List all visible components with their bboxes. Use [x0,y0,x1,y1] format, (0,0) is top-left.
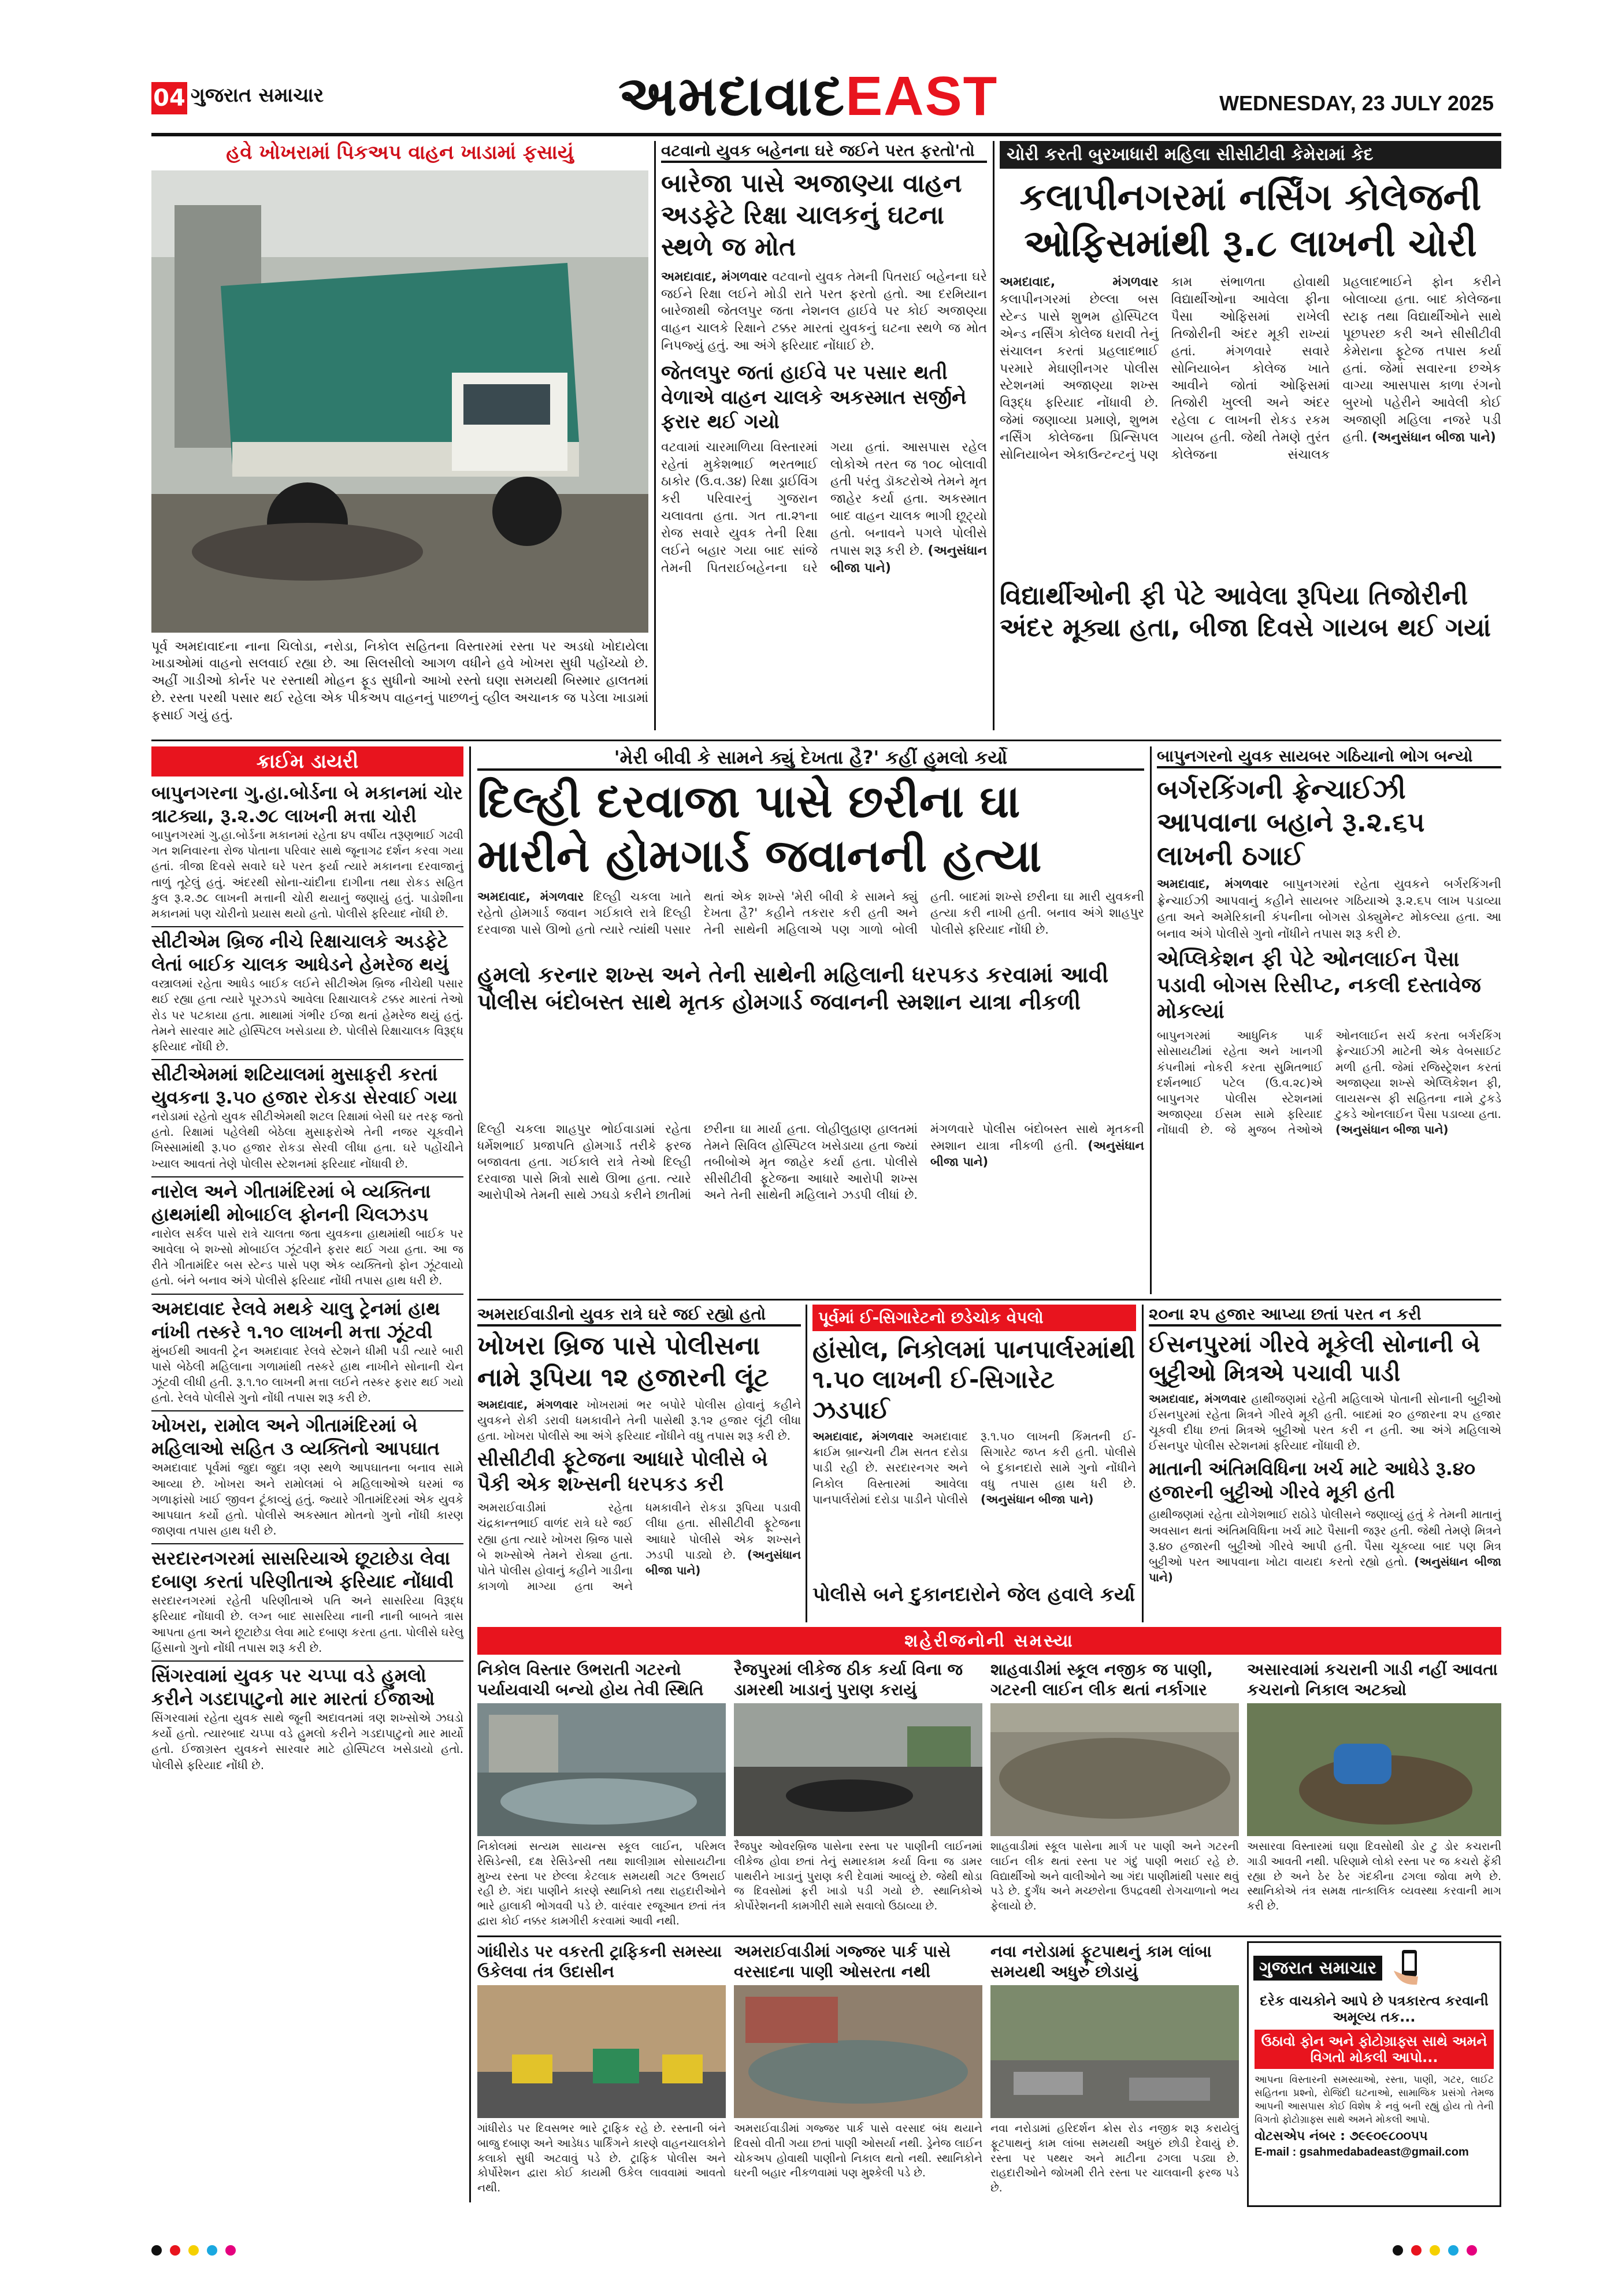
civic-item-body: નવા નરોડામાં હરિદર્શન ક્રોસ રોડ નજીક શરૂ કરાયેલું ફૂટપાથનું કામ લાંબા સમયથી અધુરું છોડી દેવાયું છે. રસ્તા પર પથ્થર અને માટીના ઢગલા પડ્યા છે. રાહદારીઓને જોખમી રીતે રસ્તા પર ચાલવાની ફરજ પડે છે. [990,2122,1239,2195]
column-rule [654,141,656,730]
story-burgerking [1157,746,1501,1294]
civic-item [990,1659,1239,1931]
civic-item-headline: નવા નરોડામાં ફૂટપાથનું કામ લાંબા સમયથી અધુરું છોડાયું [990,1942,1212,1981]
story-credit: (અનુસંધાન બીજા પાને) [1335,1123,1449,1137]
story-body: દિલ્હી ચકલા ખાતે રહેતો હોમગાર્ડ જવાન ગઈકાલે રાત્રે દિલ્હી દરવાજા પાસે ઊભો હતો ત્યારે ત્યાંથી પસાર થતાં એક શખ્સે 'મેરી બીવી કે સામને ક્યું દેખતા હૈ?' કહીને તકરાર કરી હતી અને તેની સાથેની મહિલાએ પણ ગાળો બોલી હતી. બાદમાં શખ્સે છરીના ઘા મારી યુવકની હત્યા કરી નાખી હતી. બનાવ અંગે શાહપુર પોલીસે ફરિયાદ નોંધી છે. [477,889,1144,937]
crime-item [151,1059,463,1172]
story-subhead: માતાની અંતિમવિધિના ખર્ચ માટે આધેડે રૂ.૪૦ હજારની બુટ્ટીઓ ગીરવે મૂકી હતી [1149,1458,1475,1503]
waterlogged-street-icon [734,1985,982,2118]
ad-cta: ઉઠાવો ફોન અને ફોટોગ્રાફ્સ સાથે અમને વિગતો મોકલી આપો... [1255,2030,1494,2069]
row-rule [477,1935,1501,1937]
story-credit: (અનુસંધાન બીજા પાને) [1149,1554,1501,1585]
story-headline: હવે ખોખરામાં પિકઅપ વાહન ખાડામાં ફસાયું [226,141,574,164]
pickup-photo [151,170,648,633]
registration-dot [188,2245,199,2256]
story-kicker: પૂર્વમાં ઈ-સિગારેટનો છડેચોક વેપલો [812,1305,1136,1331]
civic-item-headline: રૈજપુરમાં લીકેજ ઠીક કર્યા વિના જ ડામરથી ખાડાનું પુરાણ કરાયું [734,1660,963,1699]
civic-item [734,1941,982,2207]
registration-dot [1467,2245,1477,2256]
story-kicker: 'મેરી બીવી કે સામને ક્યું દેખતા હૈ?' કહીં હુમલો કર્યો [477,746,1144,771]
crime-item-headline: સીટીએમમાં શટિયાલમાં મુસાફરી કરતાં યુવકના રૂ.૫૦ હજાર રોકડા સેરવાઈ ગયા [151,1063,458,1109]
masthead-rule [151,133,1501,136]
story-headline: બર્ગરકિંગની ફ્રેન્ચાઈઝી આપવાના બહાને રૂ.૨.૬૫ લાખની ઠગાઈ [1157,773,1425,871]
footer-registration-dots-left [151,2242,236,2259]
story-pickup [151,141,648,735]
patched-road-leakage-icon [734,1703,982,1836]
crime-item-headline: નારોલ અને ગીતામંદિરમાં બે વ્યક્તિના હાથમાંથી મોબાઈલ ફોનની ચિલઝડપ [151,1180,431,1225]
civic-section-banner: શહેરીજનોની સમસ્યા [477,1627,1501,1655]
story-homeguard [477,746,1144,1116]
registration-dot [1448,2245,1459,2256]
edition-title [618,64,1034,133]
crime-item [151,781,463,922]
pickup-caption: પૂર્વ અમદાવાદના નાના ચિલોડા, નરોડા, નિકોલ સહિતના વિસ્તારમાં રસ્તા પર અડધો ખોદાયેલા ખાડાઓમાં વાહનો સલવાઈ રહ્યા છે. આ સિલસીલો આગળ વધીને હવે ખોખરા સુધી પહોંચ્યો છે. અહીં ગાડીઓ કોર્નર પર રસ્તાથી મોહન ફૂડ સુધીનો આખો રસ્તો ઘણા સમયથી બિસ્માર હાલતમાં છે. રસ્તા પરથી પસાર થઈ રહેલા એક પીકઅપ વાહનનું પાછળનું વ્હીલ અચાનક જ પડેલા ખાડામાં ફસાઈ ગયું હતું. [151,639,648,723]
crime-item-headline: ખોખરા, રામોલ અને ગીતામંદિરમાં બે મહિલાઓ સહિત ૩ વ્યક્તિનો આપઘાત [151,1414,440,1460]
column-rule [993,141,994,730]
story-headline: ઈસનપુરમાં ગીરવે મૂકેલી સોનાની બે બુટ્ટીઓ મિત્રએ પચાવી પાડી [1149,1331,1480,1387]
crime-item-body: સરદારનગરમાં રહેતી પરિણીતાએ પતિ અને સાસરિયા વિરૂદ્ધ ફરિયાદ નોંધાવી છે. લગ્ન બાદ સાસરિયા નાની નાની બાબતે ત્રાસ આપતા હતા અને છૂટાછેડા લેવા માટે દબાણ કરતા હતા. પોલીસે ઘરેલુ હિંસાનો ગુનો નોંધી તપાસ શરૂ કરી છે. [151,1593,463,1655]
issue-date: WEDNESDAY, 23 JULY 2025 [1219,91,1494,115]
story-headline: ખોખરા બ્રિજ પાસે પોલીસના નામે રૂપિયા ૧૨ હજારની લૂંટ [477,1331,769,1392]
ad-tagline: દરેક વાચકોને આપે છે પત્રકારત્વ કરવાની અમૂલ્ય તક... [1260,1993,1489,2025]
story-body-continued: બાપુનગરમાં આધુનિક પાર્ક સોસાયટીમાં રહેતા અને ખાનગી કંપનીમાં નોકરી કરતા સુમિતભાઈ દર્શનભાઈ પટેલ (ઉ.વ.૨૮)એ બાપુનગર પોલીસ સ્ટેશનમાં અજાણ્યા ઈસમ સામે ફરિયાદ નોંધાવી છે. જે મુજબ તેઓએ ઓનલાઈન સર્ચ કરતા બર્ગરકિંગ ફ્રેન્ચાઈઝી માટેની એક વેબસાઈટ મળી હતી. જેમાં રજિસ્ટ્રેશન કરતાં અજાણ્યા શખ્સે એપ્લિકેશન ફી, લાયસન્સ ફી સહિતના નામે ટુકડે ટુકડે ઓનલાઈન પૈસા પડાવ્યા હતા. [1157,1028,1501,1137]
story-dateline: અમદાવાદ, મંગળવાર [477,889,584,904]
paper-name: ગુજરાત સમાચાર [191,84,324,107]
story-body: વટવાનો યુવક તેમની પિતરાઈ બહેનના ઘરે જઈને રિક્ષા લઈને મોડી રાતે પરત ફરતો હતો. આ દરમિયાન બારેજાથી જેતલપુર જતા નેશનલ હાઈવે પર કોઈ અજાણ્યા વાહન ચાલકે રિક્ષાને ટક્કર મારતાં યુવકનું ઘટના સ્થળે જ મોત નિપજ્યું હતું. આ અંગે ફરિયાદ નોંધાઈ છે. [661,269,987,354]
story-robbery [477,1305,801,1622]
incomplete-footpath-icon [990,1985,1239,2118]
civic-item [990,1941,1239,2207]
crime-item [151,1294,463,1406]
story-subhead: સીસીટીવી ફૂટેજના આધારે પોલીસે બે પૈકી એક શખ્સની ધરપકડ કરી [477,1448,768,1496]
flooded-school-lane-icon [990,1703,1239,1836]
story-kicker: ૨૦ના ૨૫ હજાર આપ્યા છતાં પરત ન કરી [1149,1305,1501,1327]
hand-holding-phone-icon [1388,1948,1428,1988]
civic-item-photo [734,1985,982,2118]
registration-dot [1430,2245,1440,2256]
crime-item-body: બાપુનગરમાં ગુ.હા.બોર્ડના મકાનમાં રહેતા ૪૫ વર્ષીય તરૂણભાઈ ગઢવી ગત શનિવારના રોજ પોતાના પરિવાર સાથે જૂનાગઢ દર્શન કરવા ગયા હતાં. ત્રીજા દિવસે સવારે ઘરે પરત ફર્યા ત્યારે મકાનના દરવાજાનું તાળું તૂટેલું હતું. અંદરથી સોના-ચાંદીના દાગીના તથા રોકડ સહિત કુલ રૂ.૨.૭૮ લાખની મત્તાની ચોરી થયાનું જણાયું હતું. પાડોશીના મકાનમાં પણ ચોરીનો પ્રયાસ થયો હતો. પોલીસે ફરિયાદ નોંધી છે. [151,828,463,920]
registration-dot [1393,2245,1403,2256]
registration-dot [1411,2245,1422,2256]
column-rule [806,1305,807,1622]
story-ecig [812,1305,1136,1622]
story-credit: (અનુસંધાન બીજા પાને) [645,1547,801,1577]
crime-item [151,1660,463,1773]
civic-item-photo [990,1985,1239,2118]
edition-title-en: EAST [845,65,999,127]
story-subhead: જેતલપુર જતાં હાઈવે પર પસાર થતી વેળાએ વાહન ચાલકે અકસ્માત સર્જીને ફરાર થઈ ગયો [661,361,967,434]
story-dateline: અમદાવાદ, મંગળવાર [812,1429,914,1444]
registration-dot [225,2245,236,2256]
crime-item-body: વસ્ત્રાલમાં રહેતા આધેડ બાઈક લઈને સીટીએમ બ્રિજ નીચેથી પસાર થઈ રહ્યા હતા ત્યારે પૂરઝડપે આવેલા રિક્ષાચાલકે ટક્કર મારતાં તેઓ રોડ પર પટકાયા હતા. માથામાં ગંભીર ઈજા થતાં હેમરેજ થયું હતું. તેમને સારવાર માટે હોસ્પિટલ ખસેડાયા છે. પોલીસે રિક્ષાચાલક વિરૂદ્ધ ફરિયાદ નોંધી છે. [151,976,463,1053]
story-credit: (અનુસંધાન બીજા પાને) [830,544,987,575]
story-headline: દિલ્હી દરવાજા પાસે છરીના ઘા મારીને હોમગાર્ડ જવાનની હત્યા [477,776,1042,882]
civic-item-photo [477,1703,726,1836]
civic-item-headline: અમરાઈવાડીમાં ગજ્જર પાર્ક પાસે વરસાદના પાણી ઓસરતા નથી [734,1942,951,1981]
story-footer-headline: વિદ્યાર્થીઓની ફી પેટે આવેલા રૂપિયા તિજોરીની અંદર મૂક્યા હતા, બીજા દિવસે ગાયબ થઈ ગયાં [1000,581,1491,642]
story-subhead: હુમલો કરનાર શખ્સ અને તેની સાથેની મહિલાની ધરપકડ કરવામાં આવી પોલીસ બંદોબસ્ત સાથે મૃતક હોમગાર્ડ જવાનની સ્મશાન યાત્રા નીકળી [477,961,1109,1015]
civic-item [477,1659,726,1931]
row-rule [477,1299,1501,1301]
civic-item-photo [734,1703,982,1836]
story-kicker: ચોરી કરતી બુરખાધારી મહિલા સીસીટીવી કેમેરામાં કેદ [1000,141,1501,169]
story-body-continued: હાથીજણમાં રહેતા યોગેશભાઈ રાઠોડે પોલીસને જણાવ્યું હતું કે તેમની માતાનું અવસાન થતાં અંતિમવિધિના ખર્ચ માટે પૈસાની જરૂર હતી. જેથી તેમણે મિત્રને રૂ.૪૦ હજારની બુટ્ટીઓ ગીરવે આપી હતી. પૈસા ચૂકવ્યા બાદ પણ મિત્ર બુટ્ટીઓ પરત આપવાના ખોટા વાયદા કરતો રહ્યો હતો. [1149,1507,1501,1569]
footer-registration-dots-right [1393,2242,1477,2259]
pickup-truck-in-pothole-icon [151,170,648,633]
civic-item-body: અસારવા વિસ્તારમાં ઘણા દિવસોથી ડોર ટુ ડોર કચરાની ગાડી આવતી નથી. પરિણામે લોકો રસ્તા પર જ કચરો ફેંકી રહ્યા છે અને ઠેર ઠેર ગંદકીના ઢગલા જોવા મળે છે. સ્થાનિકોએ તંત્ર સમક્ષ તાત્કાલિક વ્યવસ્થા કરવાની માગ કરી છે. [1247,1840,1501,1913]
column-rule [1142,1305,1144,1622]
ad-header [1249,1943,1500,1993]
story-credit: (અનુસંધાન બીજા પાને) [1371,430,1496,445]
story-body-continued: દિલ્હી ચકલા શાહપુર ભોઈવાડામાં રહેતા ધર્મેશભાઈ પ્રજાપતિ હોમગાર્ડ તરીકે ફરજ બજાવતા હતા. ગઈકાલે રાત્રે તેઓ દિલ્હી દરવાજા પાસે મિત્રો સાથે ઊભા હતા. ત્યારે આરોપીએ તેમની સાથે ઝઘડો કરીને છાતીમાં છરીના ઘા માર્યા હતા. લોહીલુહાણ હાલતમાં તેમને સિવિલ હોસ્પિટલ ખસેડાયા હતા જ્યાં તબીબોએ મૃત જાહેર કર્યા હતા. પોલીસે સીસીટીવી ફૂટેજના આધારે આરોપી શખ્સ અને તેની સાથેની મહિલાને ઝડપી લીધાં છે. મંગળવારે પોલીસ બંદોબસ્ત સાથે મૃતકની સ્મશાન યાત્રા નીકળી હતી. [477,1122,1144,1202]
crime-diary-list [151,781,463,1773]
crime-diary [151,746,463,2202]
ad-email: E-mail : gsahmedabadeast@gmail.com [1255,2146,1469,2159]
crime-item-headline: સરદારનગરમાં સાસરિયાએ છૂટાછેડા લેવા દબાણ કરતાં પરિણીતાએ ફરિયાદ નોંધાવી [151,1547,454,1593]
crime-item-headline: અમદાવાદ રેલવે મથકે ચાલુ ટ્રેનમાં હાથ નાંખી તસ્કરે ૧.૧૦ લાખની મત્તા ઝૂંટવી [151,1297,440,1343]
story-body-continued: વટવામાં ચારમાળિયા વિસ્તારમાં રહેતાં મુકેશભાઈ ભરતભાઈ ઠાકોર (ઉ.વ.૩૪) રિક્ષા ડ્રાઈવિંગ કરી પરિવારનું ગુજરાન ચલાવતા હતા. ગત તા.૨૧ના રોજ સવારે યુવક તેની રિક્ષા લઈને બહાર ગયા બાદ સાંજે તેમની પિતરાઈબહેનના ઘરે ગયા હતાં. આસપાસ રહેલ લોકોએ તરત જ ૧૦૮ બોલાવી હતી પરંતુ ડૉક્ટરોએ તેમને મૃત જાહેર કર્યા હતા. અકસ્માત બાદ વાહન ચાલક ભાગી છૂટ્યો હતો. બનાવને પગલે પોલીસે તપાસ શરૂ કરી છે. [661,440,987,575]
story-kicker: વટવાનો યુવક બહેનના ઘરે જઈને પરત ફરતો'તો [661,141,987,163]
story-dateline: અમદાવાદ, મંગળવાર [1149,1391,1246,1406]
registration-dot [170,2245,180,2256]
crime-item [151,926,463,1054]
civic-item-body: અમરાઈવાડીમાં ગજ્જર પાર્ક પાસે વરસાદ બંધ થયાને દિવસો વીતી ગયા છતાં પાણી ઓસર્યા નથી. ડ્રેનેજ લાઈન ચોકઅપ હોવાથી પાણીનો નિકાલ થતો નથી. સ્થાનિકોને ઘરની બહાર નીકળવામાં પણ મુશ્કેલી પડે છે. [734,2122,982,2180]
story-body: હાથીજણમાં રહેતી મહિલાએ પોતાની સોનાની બુટ્ટીઓ ઈસનપુરમાં રહેતા મિત્રને ગીરવે મૂકી હતી. બાદમાં ૨૦ હજારના ૨૫ હજાર ચૂકવી દીધા છતાં મિત્રએ બુટ્ટીઓ પરત કરી ન હતી. આ અંગે મહિલાએ ઈસનપુર પોલીસ સ્ટેશનમાં ફરિયાદ નોંધાવી છે. [1149,1391,1501,1453]
reader-reporter-ad [1247,1941,1501,2207]
story-footer-headline: પોલીસે બને દુકાનદારોને જેલ હવાલે કર્યા [812,1583,1135,1607]
story-dateline: અમદાવાદ, મંગળવાર [477,1397,578,1411]
crime-item-body: નારોલ સર્કલ પાસે રાત્રે ચાલતા જતા યુવકના હાથમાંથી બાઈક પર આવેલા બે શખ્સો મોબાઈલ ઝૂંટવીને ફરાર થઈ ગયા હતા. આ જ રીતે ગીતામંદિર બસ સ્ટેન્ડ પાસે પણ એક વ્યક્તિનો ફોન ઝૂંટવાયો હતો. બંને બનાવ અંગે પોલીસે ફરિયાદ નોંધી તપાસ હાથ ધરી છે. [151,1226,463,1288]
ad-body: આપના વિસ્તારની સમસ્યાઓ, રસ્તા, પાણી, ગટર, લાઈટ સહિતના પ્રશ્નો, રોજિંદી ઘટનાઓ, સામાજિક પ્રસંગો તેમજ આપની આસપાસ કોઈ વિશેષ કે નવું બની રહ્યું હોય તો તેની વિગતો ફોટોગ્રાફ્સ સાથે અમને મોકલી આપો. [1255,2074,1494,2126]
registration-dot [207,2245,217,2256]
civic-item-headline: શાહવાડીમાં સ્કૂલ નજીક જ પાણી, ગટરની લાઈન લીક થતાં નર્કાગાર [990,1660,1213,1699]
ad-paper-name: ગુજરાત સમાચાર [1253,1956,1382,1981]
civic-item [1247,1659,1501,1931]
crime-item-headline: સિંગરવામાં યુવક પર ચપ્પા વડે હુમલો કરીને ગડદાપાટુનો માર મારતાં ઈજાઓ [151,1665,435,1710]
story-credit: (અનુસંધાન બીજા પાને) [930,1138,1144,1169]
story-rickshaw [661,141,987,735]
civic-item-headline: ગાંધીરોડ પર વકરતી ટ્રાફિકની સમસ્યા ઉકેલવા તંત્ર ઉદાસીન [477,1942,722,1981]
civic-item-photo [477,1985,726,2118]
civic-item-headline: અસારવામાં કચરાની ગાડી નહીં આવતા કચરાનો નિકાલ અટક્યો [1247,1660,1498,1699]
crime-diary-banner: ક્રાઈમ ડાયરી [151,746,463,777]
page-number: 04 [151,82,187,114]
crime-item [151,1176,463,1289]
crime-item-body: અમદાવાદ પૂર્વમાં જુદા જુદા ત્રણ સ્થળે આપઘાતના બનાવ સામે આવ્યા છે. ખોખરા અને રામોલમાં બે મહિલાઓએ ઘરમાં જ ગળાફાંસો ખાઈ જીવન ટૂંકાવ્યું હતું. જ્યારે ગીતામંદિરમાં એક યુવકે આપઘાત કર્યો હતો. પોલીસે અકસ્માત મોતનો ગુનો નોંધી કારણ જાણવા તપાસ હાથ ધરી છે. [151,1461,463,1538]
story-dateline: અમદાવાદ, મંગળવાર [1000,275,1159,289]
ad-whatsapp: વોટસએપ નંબર : ૭૯૯૦૯૮૦૦૫૫ [1255,2129,1428,2144]
crime-item-headline: બાપુનગરના ગુ.હા.બોર્ડના બે મકાનમાં ચોર ત્રાટક્યા, રૂ.૨.૭૮ લાખની મત્તા ચોરી [151,782,463,827]
story-body: કલાપીનગરમાં છેલ્લા બસ સ્ટેન્ડ પાસે શુભમ હોસ્પિટલ એન્ડ નર્સિંગ કોલેજ ધરાવી તેનું સંચાલન કરતાં પ્રહલાદભાઈ પરમારે મેઘાણીનગર પોલીસ સ્ટેશનમાં અજાણ્યા શખ્સ વિરૂદ્ધ ફરિયાદ નોંધાવી છે. જેમાં જણાવ્યા પ્રમાણે, શુભમ નર્સિંગ કોલેજના પ્રિન્સિપલ સોનિયાબેન એકાઉન્ટન્ટનું પણ કામ સંભાળતા હોવાથી વિદ્યાર્થીઓના આવેલા ફીના પૈસા ઓફિસમાં રાખેલી તિજોરીની અંદર મૂકી રાખ્યાં હતાં. મંગળવારે સવારે સોનિયાબેન કોલેજ ખાતે આવીને જોતાં ઓફિસમાં તિજોરી ખુલ્લી અને અંદર રહેલા ૮ લાખની રોકડ રકમ ગાયબ હતી. જેથી તેમણે તુરંત કોલેજના સંચાલક પ્રહલાદભાઈને ફોન કરીને બોલાવ્યા હતા. બાદ કોલેજના સ્ટાફ તથા વિદ્યાર્થીઓને સાથે પૂછપરછ કરી અને સીસીટીવી કેમેરાના ફૂટેજ તપાસ કર્યા હતાં. જેમાં સવારના છએક વાગ્યા આસપાસ કાળા રંગનો બુરખો પહેરીને આવેલી કોઈ અજાણી મહિલા નજરે પડી હતી. [1000,275,1501,463]
civic-item-body: શાહવાડીમાં સ્કૂલ પાસેના માર્ગ પર પાણી અને ગટરની લાઈન લીક થતાં રસ્તા પર ગંદું પાણી ભરાઈ રહે છે. વિદ્યાર્થીઓ અને વાલીઓને આ ગંદા પાણીમાંથી પસાર થવું પડે છે. દુર્ગંધ અને મચ્છરોના ઉપદ્રવથી રોગચાળાનો ભય ફેલાયો છે. [990,1840,1239,1913]
story-subhead: એપ્લિકેશન ફી પેટે ઓનલાઈન પૈસા પડાવી બોગસ રિસીપ્ટ, નકલી દસ્તાવેજ મોકલ્યાં [1157,948,1481,1024]
edition-title-gu: અમદાવાદ [618,64,846,128]
story-headline: હાંસોલ, નિકોલમાં પાનપાર્લરમાંથી ૧.૫૦ લાખની ઈ-સિગારેટ ઝડપાઈ [812,1335,1135,1424]
story-kicker: અમરાઈવાડીનો યુવક રાત્રે ઘરે જઈ રહ્યો હતો [477,1305,801,1327]
story-body: અમદાવાદ ક્રાઈમ બ્રાન્ચની ટીમ સતત દરોડા પાડી રહી છે. સરદારનગર અને નિકોલ વિસ્તારમાં આવેલા પાનપાર્લરોમાં દરોડા પાડીને પોલીસે રૂ.૧.૫૦ લાખની કિંમતની ઈ-સિગારેટ જપ્ત કરી હતી. પોલીસે બે દુકાનદારો સામે ગુનો નોંધીને વધુ તપાસ હાથ ધરી છે. [812,1429,1136,1506]
story-dateline: અમદાવાદ, મંગળવાર [661,269,768,284]
civic-item-photo [1247,1703,1501,1836]
story-body: બાપુનગરમાં રહેતા યુવકને બર્ગરકિંગની ફ્રેન્ચાઈઝી આપવાનું કહીને સાયબર ગઠિયાએ રૂ.૨.૬૫ લાખ પડાવ્યા હતા અને અમેરિકાની કંપનીના બોગસ ડોક્યુમેન્ટ મોકલ્યા હતા. આ બનાવ અંગે પોલીસે ગુનો નોંધીને તપાસ શરૂ કરી છે. [1157,877,1501,941]
traffic-jam-gandhi-road-icon [477,1985,726,2118]
civic-item [734,1659,982,1931]
story-gold [1149,1305,1501,1622]
story-homeguard-continued [477,1121,1144,1294]
civic-item-body: રૈજપુર ઓવરબ્રિજ પાસેના રસ્તા પર પાણીની લાઈનમાં લીકેજ હોવા છતાં તેનું સમારકામ કર્યા વિના જ ડામર પાથરીને ખાડાનું પુરાણ કરી દેવામાં આવ્યું છે. જેથી થોડા જ દિવસોમાં ફરી ખાડો પડી ગયો છે. સ્થાનિકોએ કોર્પોરેશનની કામગીરી સામે સવાલો ઉઠાવ્યા છે. [734,1840,982,1913]
civic-item-headline: નિકોલ વિસ્તાર ઉભરાતી ગટરનો પર્યાયવાચી બન્યો હોય તેવી સ્થિતિ [477,1660,704,1699]
registration-dot [151,2245,162,2256]
civic-item-body: ગાંધીરોડ પર દિવસભર ભારે ટ્રાફિક રહે છે. રસ્તાની બંને બાજુ દબાણ અને આડેધડ પાર્કિંગને કારણે વાહનચાલકોને કલાકો સુધી અટવાવું પડે છે. ટ્રાફિક પોલીસ અને કોર્પોરેશન દ્વારા કોઈ કાયમી ઉકેલ લાવવામાં આવતો નથી. [477,2122,726,2195]
crime-item-headline: સીટીએમ બ્રિજ નીચે રિક્ષાચાલકે અડફેટે લેતાં બાઈક ચાલક આધેડને હેમરેજ થયું [151,930,449,976]
crime-item-body: સિંગરવામાં રહેતા યુવક સાથે જૂની અદાવતમાં ત્રણ શખ્સોએ ઝઘડો કર્યો હતો. ત્યારબાદ ચપ્પા વડે હુમલો કરીને ગડદાપાટુનો માર માર્યો હતો. ઈજાગ્રસ્ત યુવકને સારવાર માટે હોસ્પિટલ ખસેડાયો હતો. પોલીસે ફરિયાદ નોંધી છે. [151,1711,463,1772]
story-theft [1000,141,1501,735]
story-headline: કલાપીનગરમાં નર્સિંગ કોલેજની ઓફિસમાંથી રૂ.૮ લાખની ચોરી [1019,176,1482,265]
crime-item-body: મુંબઈથી આવતી ટ્રેન અમદાવાદ રેલવે સ્ટેશને ધીમી પડી ત્યારે બારી પાસે બેઠેલી મહિલાના ગળામાંથી તસ્કરે હાથ નાખીને સોનાની ચેન ઝૂંટવી લીધી હતી. રૂ.૧.૧૦ લાખની મત્તા લઈને તસ્કર ફરાર થઈ ગયો હતો. રેલવે પોલીસે ગુનો નોંધી તપાસ શરૂ કરી છે. [151,1343,463,1405]
story-dateline: અમદાવાદ, મંગળવાર [1157,877,1269,891]
crime-item-body: નરોડામાં રહેતો યુવક સીટીએમથી શટલ રિક્ષામાં બેસી ઘર તરફ જતો હતો. રિક્ષામાં પહેલેથી બેઠેલા મુસાફરોએ તેની નજર ચૂકવીને ખિસ્સામાંથી રૂ.૫૦ હજાર રોકડા સેરવી લીધા હતા. ઘરે પહોંચીને ખ્યાલ આવતાં તેણે પોલીસ સ્ટેશનમાં ફરિયાદ નોંધાવી છે. [151,1109,463,1171]
civic-item-body: નિકોલમાં સત્યમ સાયન્સ સ્કૂલ લાઈન, પરિમલ રેસિડેન્સી, દક્ષ રેસિડેન્સી તથા શાલીગ્રામ સોસાયટીના મુખ્ય રસ્તા પર છેલ્લા કેટલાક સમયથી ગટર ઉભરાઈ રહી છે. ગંદા પાણીને કારણે સ્થાનિકો તથા રાહદારીઓને ભારે હાલાકી ભોગવવી પડે છે. વારંવાર રજૂઆત છતાં તંત્ર દ્વારા કોઈ નક્કર કામગીરી કરવામાં આવી નથી. [477,1840,726,1928]
story-credit: (અનુસંધાન બીજા પાને) [981,1492,1094,1506]
garbage-pile-icon [1247,1703,1501,1836]
civic-item-photo [990,1703,1239,1836]
story-kicker: બાપુનગરનો યુવક સાયબર ગઠિયાનો ભોગ બન્યો [1157,746,1501,768]
story-body: ખોખરામાં ભર બપોરે પોલીસ હોવાનું કહીને યુવકને રોકી ડરાવી ધમકાવીને તેની પાસેથી રૂ.૧૨ હજાર લૂંટી લીધા હતા. ખોખરા પોલીસે આ અંગે ફરિયાદ નોંધીને વધુ તપાસ શરૂ કરી છે. [477,1397,801,1443]
row-rule [151,740,1501,741]
crime-item [151,1410,463,1539]
overflowing-sewer-street-icon [477,1703,726,1836]
column-rule [1150,746,1152,1294]
civic-item [477,1941,726,2207]
story-headline: બારેજા પાસે અજાણ્યા વાહન અડફેટે રિક્ષા ચાલકનું ઘટના સ્થળે જ મોત [661,168,962,262]
column-rule [469,746,471,2202]
story-body-continued: અમરાઈવાડીમાં રહેતા ચંદ્રકાન્તભાઈ વાળંદ રાત્રે ઘરે જઈ રહ્યા હતા ત્યારે ખોખરા બ્રિજ પાસે બે શખ્સોએ તેમને રોક્યા હતા. પોતે પોલીસ હોવાનું કહીને ગાડીના કાગળો માગ્યા હતા અને ધમકાવીને રોકડા રૂપિયા પડાવી લીધા હતા. સીસીટીવી ફૂટેજના આધારે પોલીસે એક શખ્સને ઝડપી પાડ્યો છે. [477,1500,801,1593]
crime-item [151,1543,463,1656]
